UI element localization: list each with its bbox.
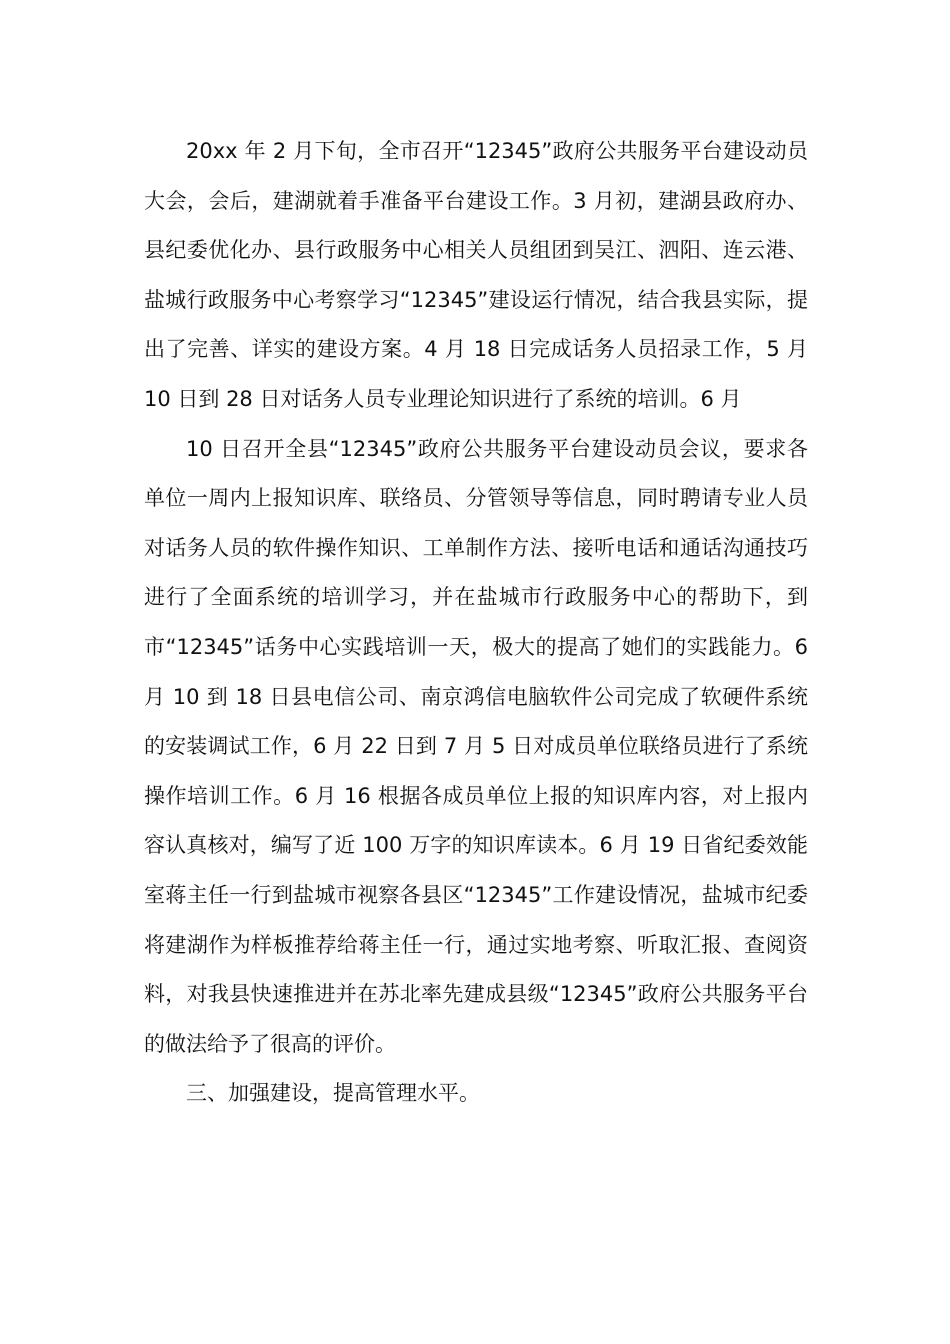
paragraph-2: 10 日召开全县“12345”政府公共服务平台建设动员会议，要求各单位一周内上报知识库、联络员、分管领导等信息，同时聘请专业人员对话务人员的软件操作知识、工单制作方法、接听电话和通话沟通技巧进行了全面系统的培训学习，并在盐城市行政服务中心的帮助下，到市“12345”话务中心实践培训一天，极大的提高了她们的实践能力。6 月 10 到 18 日县电信公司、南京鸿信电脑软件公司完成了软硬件系统的安装调试工作，6 月 22 日到 7 月 5 日对成员单位联络员进行了系统操作培训工作。6 月 16 根据各成员单位上报的知识库内容，对上报内容认真核对，编写了近 100 万字的知识库读本。6 月 19 日省纪委效能室蒋主任一行到盐城市视察各县区“12345”工作建设情况，盐城市纪委将建湖作为样板推荐给蒋主任一行，通过实地考察、听取汇报、查阅资料，对我县快速推进并在苏北率先建成县级“12345”政府公共服务平台的做法给予了很高的评价。	[144, 436, 808, 1056]
paragraph-1: 20xx 年 2 月下旬，全市召开“12345”政府公共服务平台建设动员大会，会后，建湖就着手准备平台建设工作。3 月初，建湖县政府办、县纪委优化办、县行政服务中心相关人员组团到吴江、泗阳、连云港、盐城行政服务中心考察学习“12345”建设运行情况，结合我县实际，提出了完善、详实的建设方案。4 月 18 日完成话务人员招录工作，5 月 10 日到 28 日对话务人员专业理论知识进行了系统的培训。6 月	[144, 139, 808, 411]
document-body	[144, 127, 808, 1119]
section-heading: 三、加强建设，提高管理水平。	[186, 1081, 480, 1106]
